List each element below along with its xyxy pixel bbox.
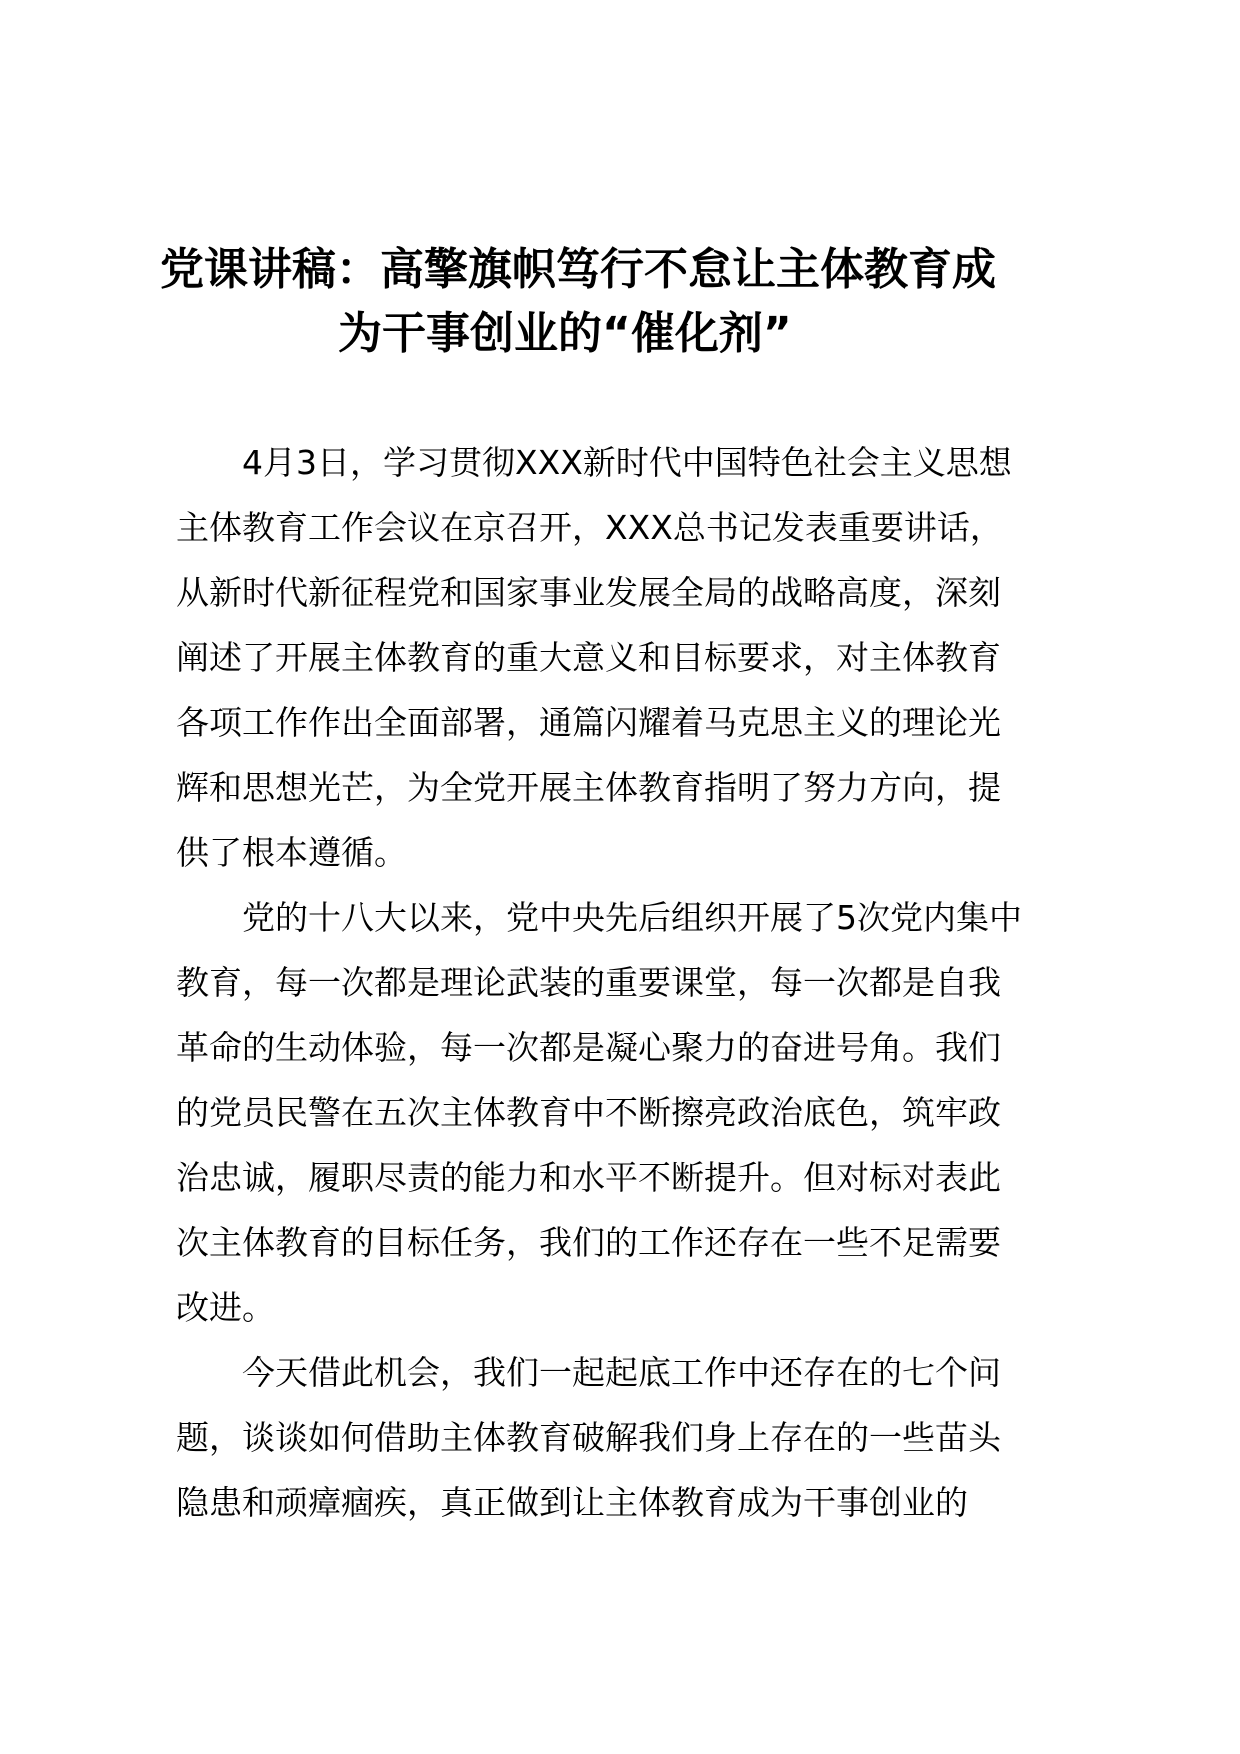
- text-line: 治忠诚，履职尽责的能力和水平不断提升。但对标对表此: [176, 1158, 1001, 1197]
- text-line: 革命的生动体验，每一次都是凝心聚力的奋进号角。我们: [176, 1028, 1001, 1067]
- paragraph: [176, 1340, 1096, 1535]
- text-line: 题，谈谈如何借助主体教育破解我们身上存在的一些苗头: [176, 1418, 1001, 1457]
- document-body: [176, 430, 1096, 1535]
- text-line: 从新时代新征程党和国家事业发展全局的战略高度，深刻: [176, 573, 1001, 612]
- paragraph: [176, 885, 1096, 1340]
- title-line: 党课讲稿：高擎旗帜笃行不怠让主体教育成: [160, 244, 996, 295]
- document-title: [160, 238, 1080, 366]
- text-line: 4月3日，学习贯彻XXX新时代中国特色社会主义思想: [242, 443, 1012, 482]
- text-line: 阐述了开展主体教育的重大意义和目标要求，对主体教育: [176, 638, 1001, 677]
- text-line: 的党员民警在五次主体教育中不断擦亮政治底色，筑牢政: [176, 1093, 1001, 1132]
- title-line: 为干事创业的“催化剂”: [338, 308, 792, 359]
- text-line: 主体教育工作会议在京召开，XXX总书记发表重要讲话，: [176, 508, 1003, 547]
- text-line: 改进。: [176, 1288, 275, 1327]
- text-line: 各项工作作出全面部署，通篇闪耀着马克思主义的理论光: [176, 703, 1001, 742]
- paragraph: [176, 430, 1096, 885]
- text-line: 教育，每一次都是理论武装的重要课堂，每一次都是自我: [176, 963, 1001, 1002]
- text-line: 党的十八大以来，党中央先后组织开展了5次党内集中: [242, 898, 1022, 937]
- text-line: 今天借此机会，我们一起起底工作中还存在的七个问: [242, 1353, 1001, 1392]
- text-line: 辉和思想光芒，为全党开展主体教育指明了努力方向，提: [176, 768, 1001, 807]
- text-line: 隐患和顽瘴痼疾，真正做到让主体教育成为干事创业的: [176, 1483, 968, 1522]
- text-line: 次主体教育的目标任务，我们的工作还存在一些不足需要: [176, 1223, 1001, 1262]
- text-line: 供了根本遵循。: [176, 833, 407, 872]
